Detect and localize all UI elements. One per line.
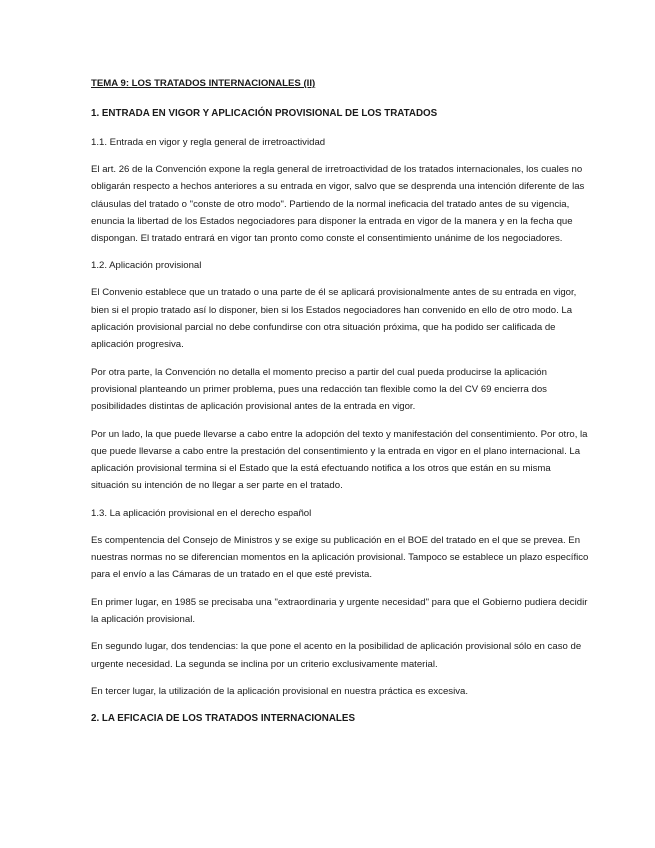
subsection-heading-1-3: 1.3. La aplicación provisional en el derecho español bbox=[91, 507, 312, 519]
subsection-heading-1-2: 1.2. Aplicación provisional bbox=[91, 260, 202, 272]
paragraph: Por un lado, la que puede llevarse a cabo entre la adopción del texto y manifestación del consentimiento. Por otro, la que puede llevarse a cabo entre la prestación del consentimiento y la entrada en vigor en el plano internacional. La aplicación provisional termina si el Estado que la está efectuando notifica a los otros que están en su misma situación su intención de no llegar a ser parte en el tratado. bbox=[91, 428, 588, 492]
paragraph: El Convenio establece que un tratado o una parte de él se aplicará provisionalmente antes de su entrada en vigor, bien si el propio tratado así lo disponer, bien si los Estados negociadores han convenido en ello de otro modo. La aplicación provisional parcial no debe confundirse con otra situación próxima, que ha podido ser calificada de aplicación progresiva. bbox=[91, 287, 577, 351]
paragraph: En segundo lugar, dos tendencias: la que pone el acento en la posibilidad de aplicación provisional sólo en caso de urgente necesidad. La segunda se inclina por un criterio exclusivamente material. bbox=[91, 641, 582, 670]
paragraph: El art. 26 de la Convención expone la regla general de irretroactividad de los tratados internacionales, los cuales no obligarán respecto a hechos anteriores a su entrada en vigor, salvo que se desprenda una intención diferente de las cláusulas del tratado o "conste de otro modo". Partiendo de la normal ineficacia del tratado antes de su vigencia, enuncia la libertad de los Estados negociadores para disponer la entrada en vigor de la manera y en la fecha que dispongan. El tratado entrará en vigor tan pronto como conste el consentimiento unánime de los negociadores. bbox=[91, 164, 585, 245]
paragraph: En primer lugar, en 1985 se precisaba una "extraordinaria y urgente necesidad" para que el Gobierno pudiera decidir la aplicación provisional. bbox=[91, 596, 588, 625]
paragraph: Por otra parte, la Convención no detalla el momento preciso a partir del cual pueda producirse la aplicación provisional planteando un primer problema, pues una redacción tan flexible como la del CV 69 encierra dos posibilidades distintas de aplicación provisional antes de la entrada en vigor. bbox=[91, 366, 547, 413]
section-heading-1: 1. ENTRADA EN VIGOR Y APLICACIÓN PROVISIONAL DE LOS TRATADOS bbox=[91, 108, 438, 119]
document-title: TEMA 9: LOS TRATADOS INTERNACIONALES (II) bbox=[91, 78, 316, 89]
paragraph: En tercer lugar, la utilización de la aplicación provisional en nuestra práctica es excesiva. bbox=[91, 685, 469, 697]
paragraph: Es compentencia del Consejo de Ministros y se exige su publicación en el BOE del tratado en el que se prevea. En nuestras normas no se diferencian momentos en la aplicación provisional. Tampoco se establece un plazo específico para el envío a las Cámaras de un tratado en el que esté prevista. bbox=[91, 534, 589, 581]
subsection-heading-1-1: 1.1. Entrada en vigor y regla general de irretroactividad bbox=[91, 137, 326, 148]
section-heading-2: 2. LA EFICACIA DE LOS TRATADOS INTERNACIONALES bbox=[91, 713, 355, 725]
